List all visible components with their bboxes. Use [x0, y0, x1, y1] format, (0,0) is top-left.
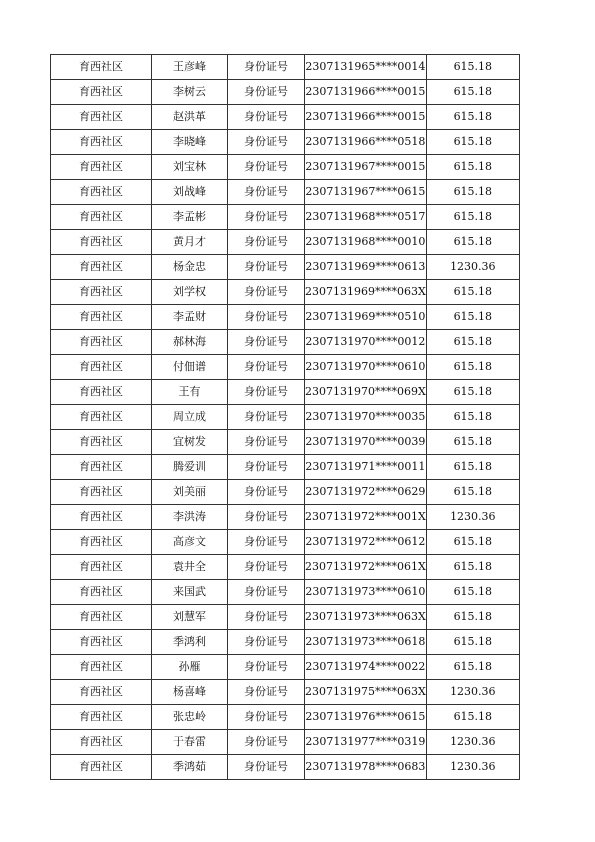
- name-cell: 宜树发: [152, 430, 228, 455]
- amount-cell: 615.18: [426, 180, 519, 205]
- table-row: [51, 530, 520, 555]
- community-cell: 育西社区: [51, 730, 152, 755]
- table-row: [51, 680, 520, 705]
- community-cell: 育西社区: [51, 655, 152, 680]
- name-cell: 腾爱训: [152, 455, 228, 480]
- name-cell: 刘学权: [152, 280, 228, 305]
- id-type-cell: 身份证号: [228, 155, 305, 180]
- community-cell: 育西社区: [51, 755, 152, 780]
- id-type-cell: 身份证号: [228, 330, 305, 355]
- amount-cell: 1230.36: [426, 680, 519, 705]
- community-cell: 育西社区: [51, 355, 152, 380]
- community-cell: 育西社区: [51, 180, 152, 205]
- table-row: [51, 355, 520, 380]
- table-row: [51, 305, 520, 330]
- id-number-cell: 2307131975****063X: [305, 680, 427, 705]
- amount-cell: 615.18: [426, 480, 519, 505]
- amount-cell: 615.18: [426, 705, 519, 730]
- name-cell: 刘慧军: [152, 605, 228, 630]
- community-cell: 育西社区: [51, 230, 152, 255]
- id-number-cell: 2307131972****001X: [305, 505, 427, 530]
- community-cell: 育西社区: [51, 155, 152, 180]
- table-row: [51, 605, 520, 630]
- table-row: [51, 430, 520, 455]
- name-cell: 于春雷: [152, 730, 228, 755]
- name-cell: 周立成: [152, 405, 228, 430]
- id-type-cell: 身份证号: [228, 130, 305, 155]
- id-type-cell: 身份证号: [228, 405, 305, 430]
- table-row: [51, 105, 520, 130]
- amount-cell: 615.18: [426, 205, 519, 230]
- name-cell: 李树云: [152, 80, 228, 105]
- id-number-cell: 2307131969****063X: [305, 280, 427, 305]
- amount-cell: 615.18: [426, 455, 519, 480]
- table-row: [51, 630, 520, 655]
- amount-cell: 615.18: [426, 80, 519, 105]
- id-type-cell: 身份证号: [228, 730, 305, 755]
- table-row: [51, 730, 520, 755]
- amount-cell: 1230.36: [426, 730, 519, 755]
- subsidy-table: [50, 54, 520, 780]
- id-type-cell: 身份证号: [228, 680, 305, 705]
- id-number-cell: 2307131967****0615: [305, 180, 427, 205]
- amount-cell: 615.18: [426, 380, 519, 405]
- name-cell: 黄月才: [152, 230, 228, 255]
- table-row: [51, 480, 520, 505]
- table-row: [51, 55, 520, 80]
- table-row: [51, 705, 520, 730]
- community-cell: 育西社区: [51, 405, 152, 430]
- table-row: [51, 330, 520, 355]
- table-row: [51, 255, 520, 280]
- amount-cell: 615.18: [426, 405, 519, 430]
- id-number-cell: 2307131970****0610: [305, 355, 427, 380]
- table-row: [51, 655, 520, 680]
- id-type-cell: 身份证号: [228, 255, 305, 280]
- id-number-cell: 2307131969****0613: [305, 255, 427, 280]
- community-cell: 育西社区: [51, 430, 152, 455]
- id-type-cell: 身份证号: [228, 505, 305, 530]
- community-cell: 育西社区: [51, 530, 152, 555]
- community-cell: 育西社区: [51, 280, 152, 305]
- name-cell: 李洪涛: [152, 505, 228, 530]
- id-number-cell: 2307131973****0610: [305, 580, 427, 605]
- id-number-cell: 2307131973****063X: [305, 605, 427, 630]
- table-row: [51, 505, 520, 530]
- community-cell: 育西社区: [51, 205, 152, 230]
- id-number-cell: 2307131965****0014: [305, 55, 427, 80]
- amount-cell: 1230.36: [426, 505, 519, 530]
- id-type-cell: 身份证号: [228, 380, 305, 405]
- name-cell: 李孟彬: [152, 205, 228, 230]
- community-cell: 育西社区: [51, 555, 152, 580]
- id-type-cell: 身份证号: [228, 655, 305, 680]
- name-cell: 王有: [152, 380, 228, 405]
- name-cell: 季鸿茹: [152, 755, 228, 780]
- table-row: [51, 755, 520, 780]
- community-cell: 育西社区: [51, 630, 152, 655]
- amount-cell: 615.18: [426, 55, 519, 80]
- id-number-cell: 2307131972****0612: [305, 530, 427, 555]
- name-cell: 孙雁: [152, 655, 228, 680]
- id-number-cell: 2307131970****0035: [305, 405, 427, 430]
- name-cell: 郝林海: [152, 330, 228, 355]
- name-cell: 张忠岭: [152, 705, 228, 730]
- id-type-cell: 身份证号: [228, 55, 305, 80]
- table-row: [51, 80, 520, 105]
- id-number-cell: 2307131970****069X: [305, 380, 427, 405]
- community-cell: 育西社区: [51, 105, 152, 130]
- id-type-cell: 身份证号: [228, 530, 305, 555]
- id-type-cell: 身份证号: [228, 580, 305, 605]
- id-type-cell: 身份证号: [228, 355, 305, 380]
- id-number-cell: 2307131977****0319: [305, 730, 427, 755]
- community-cell: 育西社区: [51, 380, 152, 405]
- community-cell: 育西社区: [51, 455, 152, 480]
- name-cell: 高彦文: [152, 530, 228, 555]
- id-number-cell: 2307131970****0039: [305, 430, 427, 455]
- community-cell: 育西社区: [51, 705, 152, 730]
- id-type-cell: 身份证号: [228, 230, 305, 255]
- community-cell: 育西社区: [51, 330, 152, 355]
- amount-cell: 615.18: [426, 330, 519, 355]
- amount-cell: 615.18: [426, 430, 519, 455]
- name-cell: 季鸿利: [152, 630, 228, 655]
- community-cell: 育西社区: [51, 505, 152, 530]
- id-number-cell: 2307131978****0683: [305, 755, 427, 780]
- amount-cell: 615.18: [426, 105, 519, 130]
- amount-cell: 615.18: [426, 355, 519, 380]
- amount-cell: 1230.36: [426, 755, 519, 780]
- community-cell: 育西社区: [51, 680, 152, 705]
- name-cell: 付佃谱: [152, 355, 228, 380]
- amount-cell: 615.18: [426, 580, 519, 605]
- id-number-cell: 2307131966****0518: [305, 130, 427, 155]
- id-number-cell: 2307131970****0012: [305, 330, 427, 355]
- name-cell: 李孟财: [152, 305, 228, 330]
- table-row: [51, 130, 520, 155]
- id-number-cell: 2307131966****0015: [305, 80, 427, 105]
- id-type-cell: 身份证号: [228, 755, 305, 780]
- table-body: [51, 55, 520, 780]
- id-number-cell: 2307131967****0015: [305, 155, 427, 180]
- id-type-cell: 身份证号: [228, 280, 305, 305]
- table-row: [51, 380, 520, 405]
- id-type-cell: 身份证号: [228, 430, 305, 455]
- community-cell: 育西社区: [51, 580, 152, 605]
- table-row: [51, 405, 520, 430]
- community-cell: 育西社区: [51, 605, 152, 630]
- amount-cell: 615.18: [426, 655, 519, 680]
- id-type-cell: 身份证号: [228, 305, 305, 330]
- id-type-cell: 身份证号: [228, 180, 305, 205]
- table-row: [51, 205, 520, 230]
- community-cell: 育西社区: [51, 55, 152, 80]
- id-type-cell: 身份证号: [228, 80, 305, 105]
- id-type-cell: 身份证号: [228, 205, 305, 230]
- amount-cell: 615.18: [426, 555, 519, 580]
- table-row: [51, 555, 520, 580]
- id-type-cell: 身份证号: [228, 630, 305, 655]
- table-row: [51, 580, 520, 605]
- name-cell: 刘美丽: [152, 480, 228, 505]
- id-type-cell: 身份证号: [228, 705, 305, 730]
- amount-cell: 615.18: [426, 230, 519, 255]
- name-cell: 李晓峰: [152, 130, 228, 155]
- id-type-cell: 身份证号: [228, 105, 305, 130]
- amount-cell: 1230.36: [426, 255, 519, 280]
- name-cell: 袁井全: [152, 555, 228, 580]
- name-cell: 杨金忠: [152, 255, 228, 280]
- community-cell: 育西社区: [51, 480, 152, 505]
- name-cell: 来国武: [152, 580, 228, 605]
- amount-cell: 615.18: [426, 155, 519, 180]
- amount-cell: 615.18: [426, 630, 519, 655]
- name-cell: 刘宝林: [152, 155, 228, 180]
- table-row: [51, 155, 520, 180]
- id-number-cell: 2307131974****0022: [305, 655, 427, 680]
- community-cell: 育西社区: [51, 130, 152, 155]
- amount-cell: 615.18: [426, 130, 519, 155]
- id-number-cell: 2307131966****0015: [305, 105, 427, 130]
- amount-cell: 615.18: [426, 605, 519, 630]
- id-type-cell: 身份证号: [228, 555, 305, 580]
- community-cell: 育西社区: [51, 255, 152, 280]
- table-row: [51, 230, 520, 255]
- id-type-cell: 身份证号: [228, 605, 305, 630]
- id-number-cell: 2307131972****061X: [305, 555, 427, 580]
- id-number-cell: 2307131968****0517: [305, 205, 427, 230]
- amount-cell: 615.18: [426, 305, 519, 330]
- table-row: [51, 180, 520, 205]
- name-cell: 刘战峰: [152, 180, 228, 205]
- community-cell: 育西社区: [51, 305, 152, 330]
- id-number-cell: 2307131972****0629: [305, 480, 427, 505]
- name-cell: 杨喜峰: [152, 680, 228, 705]
- community-cell: 育西社区: [51, 80, 152, 105]
- id-number-cell: 2307131969****0510: [305, 305, 427, 330]
- table-row: [51, 455, 520, 480]
- name-cell: 赵洪革: [152, 105, 228, 130]
- id-number-cell: 2307131971****0011: [305, 455, 427, 480]
- amount-cell: 615.18: [426, 530, 519, 555]
- id-number-cell: 2307131976****0615: [305, 705, 427, 730]
- amount-cell: 615.18: [426, 280, 519, 305]
- id-number-cell: 2307131968****0010: [305, 230, 427, 255]
- name-cell: 王彦峰: [152, 55, 228, 80]
- id-type-cell: 身份证号: [228, 480, 305, 505]
- id-type-cell: 身份证号: [228, 455, 305, 480]
- table-row: [51, 280, 520, 305]
- id-number-cell: 2307131973****0618: [305, 630, 427, 655]
